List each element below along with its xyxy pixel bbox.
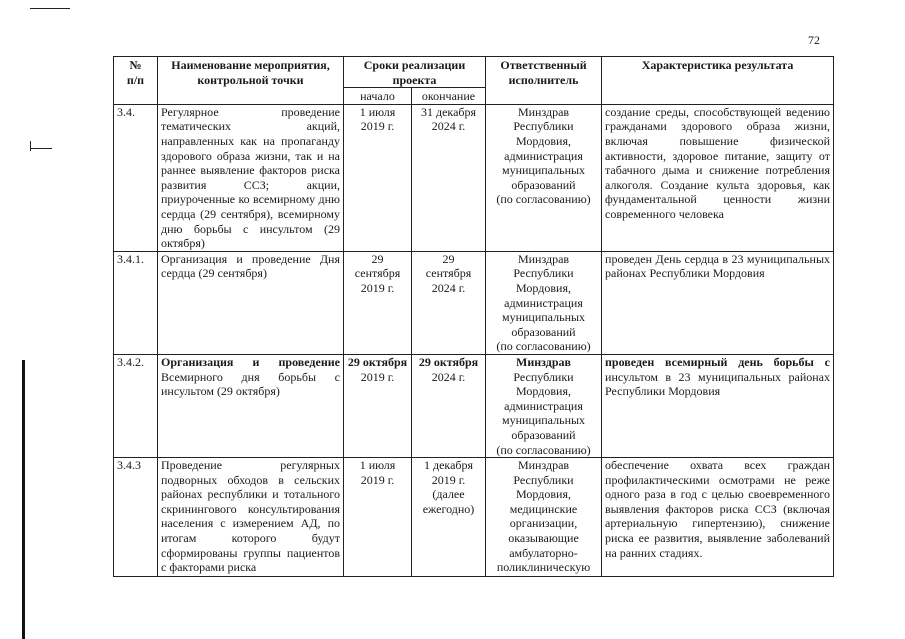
page-number: 72 (808, 33, 820, 47)
row-end: 1 декабря 2019 г. (далее ежегодно) (412, 458, 486, 577)
row-end (412, 354, 486, 457)
row-end-rest: 2024 г. (431, 369, 466, 384)
row-result: обеспечение охвата всех граждан профилактическими осмотрами не реже одного раза в год с целью своевременного выявления факторов риска ССЗ (включая артериальную гипертензию), снижение риска ее развития, выявление заболеваний на ранних стадиях. (602, 458, 834, 577)
row-name: Регулярное проведение тематических акций, направленных как на пропаганду здорового образа жизни, так и на раннее выявление факторов риска развития ССЗ; акции, приуроченные ко всемирному дню сердца (29 сентября), всемирному дню борьбы с инсультом (29 октября) (158, 104, 344, 251)
row-name-rest: Всемирного дня борьбы с инсультом (29 октября) (161, 369, 340, 399)
row-responsible (486, 354, 602, 457)
table-row (114, 354, 834, 457)
row-num: 3.4.2. (114, 354, 158, 457)
row-result: создание среды, способствующей ведению гражданами здорового образа жизни, включая повышение физической активности, здоровое питание, защиту от табачного дыма и снижение потребления алкоголя. Создание культа здоровья, как фундаментальной ценности жизни современного человека (602, 104, 834, 251)
row-responsible: Минздрав Республики Мордовия, медицинские организации, оказывающие амбулаторно- поликлиническую (486, 458, 602, 577)
activities-table (113, 56, 834, 577)
row-num: 3.4.3 (114, 458, 158, 577)
row-responsible: Минздрав Республики Мордовия, администрация муниципальных образований (по согласованию) (486, 104, 602, 251)
row-responsible-rest: Республики Мордовия, администрация муниципальных образований (по согласованию) (496, 369, 591, 457)
row-responsible: Минздрав Республики Мордовия, администрация муниципальных образований (по согласованию) (486, 251, 602, 354)
header-result: Характеристика результата (602, 57, 834, 105)
row-name: Организация и проведение Дня сердца (29 сентября) (158, 251, 344, 354)
table-row (114, 251, 834, 354)
row-name (158, 354, 344, 457)
row-num: 3.4. (114, 104, 158, 251)
table-row (114, 458, 834, 577)
scan-mark-top (30, 8, 70, 9)
row-name: Проведение регулярных подворных обходов в сельских районах республики и тотального скринингового консультирования населения с измерением АД, по итогам которого будут сформированы группы пациентов с факторами риска (158, 458, 344, 577)
row-start: 1 июля 2019 г. (344, 104, 412, 251)
row-start-bold: 29 октября (347, 354, 408, 369)
scan-left-edge (22, 360, 25, 639)
row-end: 29 сентября 2024 г. (412, 251, 486, 354)
table-row (114, 104, 834, 251)
row-result (602, 354, 834, 457)
scan-mark-left (30, 148, 52, 149)
row-result-rest: инсультом в 23 муниципальных районах Республики Мордовия (605, 369, 831, 399)
row-result-bold: проведен всемирный день борьбы с (605, 354, 831, 369)
row-end: 31 декабря 2024 г. (412, 104, 486, 251)
header-name: Наименование мероприятия, контрольной точки (158, 57, 344, 105)
header-num: № п/п (114, 57, 158, 105)
header-dates: Сроки реализации проекта (344, 57, 486, 88)
row-num: 3.4.1. (114, 251, 158, 354)
row-start: 29 сентября 2019 г. (344, 251, 412, 354)
header-responsible: Ответственный исполнитель (486, 57, 602, 105)
row-start: 1 июля 2019 г. (344, 458, 412, 577)
row-name-bold: Организация и проведение (161, 354, 340, 369)
row-responsible-bold: Минздрав (516, 354, 571, 369)
row-result: проведен День сердца в 23 муниципальных районах Республики Мордовия (602, 251, 834, 354)
row-start (344, 354, 412, 457)
row-start-rest: 2019 г. (360, 369, 395, 384)
header-start: начало (344, 88, 412, 105)
header-end: окончание (412, 88, 486, 105)
row-end-bold: 29 октября (418, 354, 479, 369)
